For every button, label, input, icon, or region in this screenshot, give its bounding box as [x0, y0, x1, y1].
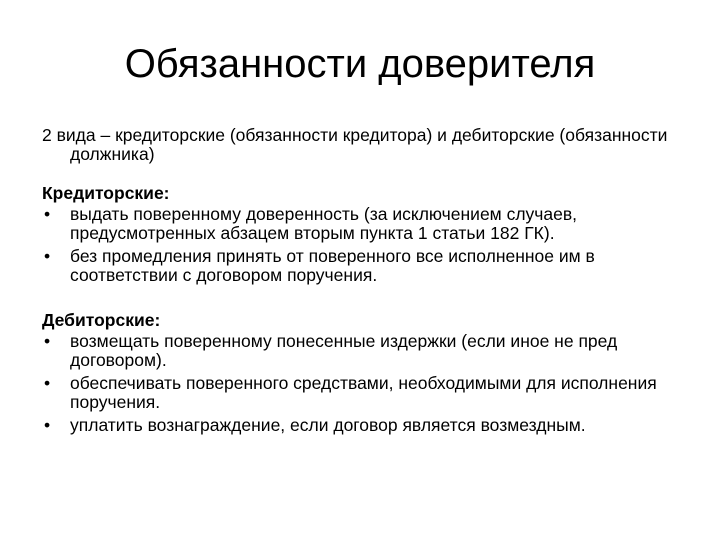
bullet-marker: •	[44, 331, 51, 351]
bullet-item	[42, 416, 682, 435]
slide-body	[42, 126, 682, 451]
section-creditor	[42, 184, 682, 285]
bullet-item	[42, 205, 682, 243]
section-heading-debtor: Дебиторские:	[42, 310, 161, 330]
bullet-marker: •	[44, 415, 51, 435]
bullet-item	[42, 247, 682, 285]
bullet-text: выдать поверенному доверенность (за исключением случаев, предусмотренных абзацем вторым пункта 1 статьи 182 ГК).	[70, 204, 578, 243]
bullet-item	[42, 374, 682, 412]
bullet-text: обеспечивать поверенного средствами, необходимыми для исполнения поручения.	[70, 373, 657, 412]
bullet-marker: •	[44, 246, 51, 266]
bullet-list-creditor	[42, 205, 682, 285]
bullet-text: возмещать поверенному понесенные издержки (если иное не пред договором).	[70, 331, 618, 370]
section-heading-creditor: Кредиторские:	[42, 183, 170, 203]
bullet-item	[42, 332, 682, 370]
section-debtor	[42, 311, 682, 435]
bullet-list-debtor	[42, 332, 682, 435]
slide-title: Обязанности доверителя	[124, 42, 596, 86]
bullet-marker: •	[44, 204, 51, 224]
intro-text: 2 вида – кредиторские (обязанности кредитора) и дебиторские (обязанности должника)	[42, 125, 668, 164]
bullet-text: уплатить вознаграждение, если договор является возмездным.	[70, 415, 586, 435]
bullet-text: без промедления принять от поверенного все исполненное им в соответствии с договором поручения.	[70, 246, 595, 285]
bullet-marker: •	[44, 373, 51, 393]
